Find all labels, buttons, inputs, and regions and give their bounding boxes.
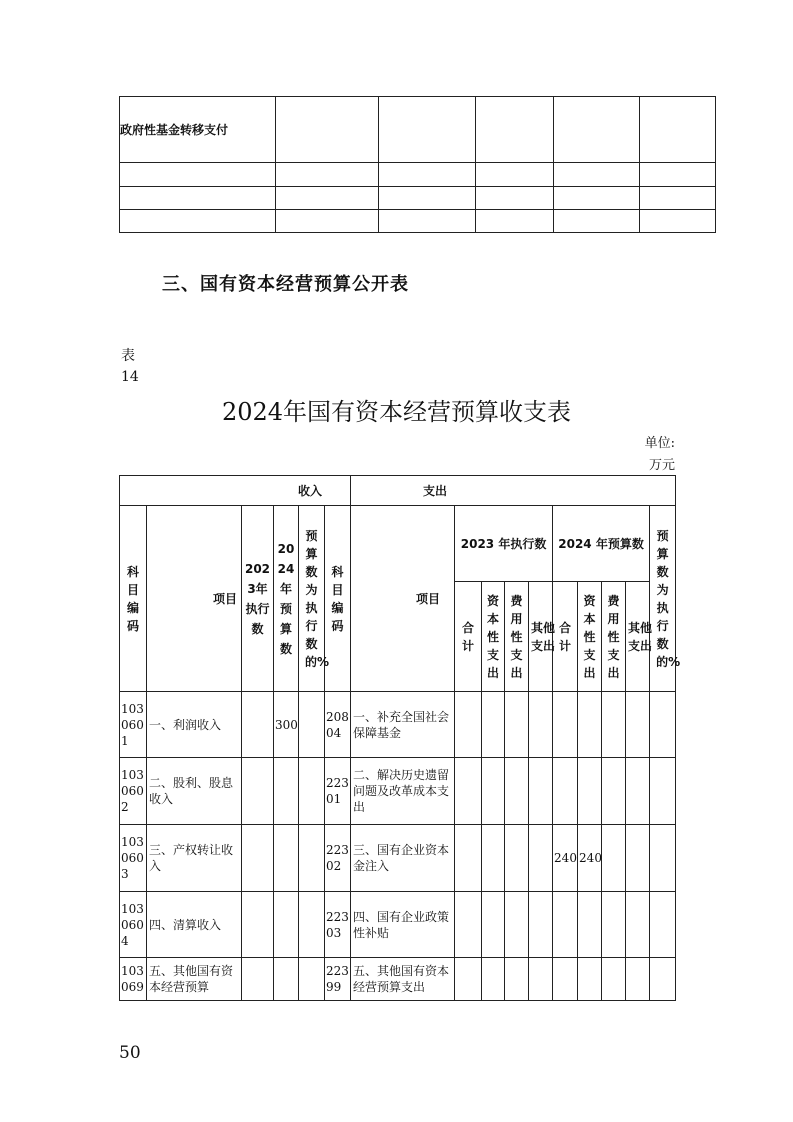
expense-code: 20804	[325, 692, 351, 758]
income-ratio	[299, 958, 325, 1001]
exec-other	[529, 825, 553, 892]
expense-item: 三、国有企业资本金注入	[351, 825, 455, 892]
expense-header: 支出	[351, 476, 676, 506]
table-row	[120, 210, 716, 233]
expense-exec-2023-header: 2023 年执行数	[455, 506, 553, 582]
income-budget-2024	[274, 958, 299, 1001]
expense-item: 五、其他国有资本经营预算支出	[351, 958, 455, 1001]
income-ratio	[299, 892, 325, 958]
income-exec-2023-header: 2023年执行数	[242, 506, 274, 692]
table-header-row	[120, 476, 676, 506]
unit-label-line2: 万元	[648, 458, 675, 473]
exec-total	[455, 692, 482, 758]
budget-total	[553, 892, 578, 958]
income-item-header: 项目	[147, 506, 242, 692]
income-item: 三、产权转让收入	[147, 825, 242, 892]
income-budget-2024	[274, 825, 299, 892]
exec-capital	[482, 758, 505, 825]
budget-expense	[602, 692, 626, 758]
transfer-payment-table	[119, 96, 716, 233]
table-row	[120, 187, 716, 210]
expense-ratio	[650, 825, 676, 892]
income-budget-2024	[274, 758, 299, 825]
unit-label	[620, 433, 675, 477]
table-label-line2: 14	[121, 369, 139, 385]
budget-capital	[578, 892, 602, 958]
exec-total	[455, 958, 482, 1001]
budget-expense	[602, 758, 626, 825]
income-ratio	[299, 692, 325, 758]
income-budget-2024-header: 2024年预算数	[274, 506, 299, 692]
income-item: 二、股利、股息收入	[147, 758, 242, 825]
exec-capital	[482, 692, 505, 758]
income-ratio	[299, 758, 325, 825]
table-label-line1: 表	[121, 348, 135, 364]
exec-other	[529, 958, 553, 1001]
exec-total	[455, 892, 482, 958]
income-ratio-header: 预算数为执行数的%	[299, 506, 325, 692]
budget-other	[626, 692, 650, 758]
income-exec-2023	[242, 958, 274, 1001]
budget-expense	[602, 958, 626, 1001]
exec-total	[455, 825, 482, 892]
income-code: 1030601	[120, 692, 147, 758]
income-exec-2023	[242, 692, 274, 758]
income-exec-2023	[242, 758, 274, 825]
exec-total	[455, 758, 482, 825]
income-code: 103069	[120, 958, 147, 1001]
table-label	[121, 346, 139, 388]
budget-capital-header: 资本性支出	[578, 582, 602, 692]
budget-expense-header: 费用性支出	[602, 582, 626, 692]
income-item: 五、其他国有资本经营预算	[147, 958, 242, 1001]
exec-capital	[482, 825, 505, 892]
exec-other	[529, 758, 553, 825]
exec-other-header: 其他支出	[529, 582, 553, 692]
expense-item: 四、国有企业政策性补贴	[351, 892, 455, 958]
income-header: 收入	[120, 476, 351, 506]
exec-total-header: 合计	[455, 582, 482, 692]
expense-item: 一、补充全国社会保障基金	[351, 692, 455, 758]
budget-table	[119, 475, 681, 1001]
exec-expense-header: 费用性支出	[505, 582, 529, 692]
table-row	[120, 163, 716, 187]
expense-code: 22303	[325, 892, 351, 958]
exec-expense	[505, 958, 529, 1001]
exec-expense	[505, 825, 529, 892]
budget-total: 240	[553, 825, 578, 892]
budget-total-header: 合计	[553, 582, 578, 692]
exec-other	[529, 692, 553, 758]
income-item: 四、清算收入	[147, 892, 242, 958]
table-row	[120, 958, 676, 1001]
income-budget-2024: 300	[274, 692, 299, 758]
budget-capital	[578, 692, 602, 758]
income-item: 一、利润收入	[147, 692, 242, 758]
expense-budget-2024-header: 2024 年预算数	[553, 506, 650, 582]
table-row	[120, 758, 676, 825]
expense-ratio	[650, 892, 676, 958]
income-code: 1030603	[120, 825, 147, 892]
budget-other-header: 其他支出	[626, 582, 650, 692]
page-title: 2024年国有资本经营预算收支表	[221, 398, 572, 426]
budget-total	[553, 692, 578, 758]
expense-ratio	[650, 758, 676, 825]
expense-ratio	[650, 958, 676, 1001]
income-ratio	[299, 825, 325, 892]
expense-code: 22399	[325, 958, 351, 1001]
income-exec-2023	[242, 892, 274, 958]
income-code: 1030604	[120, 892, 147, 958]
budget-other	[626, 825, 650, 892]
expense-item-header: 项目	[351, 506, 455, 692]
budget-expense	[602, 825, 626, 892]
expense-ratio	[650, 692, 676, 758]
expense-item: 二、解决历史遗留问题及改革成本支出	[351, 758, 455, 825]
income-code-header: 科目编码	[120, 506, 147, 692]
unit-label-line1: 单位:	[644, 436, 675, 451]
expense-code: 22301	[325, 758, 351, 825]
budget-other	[626, 758, 650, 825]
budget-other	[626, 958, 650, 1001]
table-row	[120, 825, 676, 892]
row-label: 政府性基金转移支付	[120, 97, 276, 163]
section-heading: 三、国有资本经营预算公开表	[162, 274, 409, 295]
table-header-row	[120, 506, 676, 582]
exec-capital	[482, 958, 505, 1001]
budget-capital	[578, 758, 602, 825]
exec-capital-header: 资本性支出	[482, 582, 505, 692]
table-row	[120, 892, 676, 958]
expense-code-header: 科目编码	[325, 506, 351, 692]
expense-code: 22302	[325, 825, 351, 892]
page-number: 50	[119, 1043, 141, 1063]
budget-other	[626, 892, 650, 958]
budget-total	[553, 958, 578, 1001]
exec-expense	[505, 892, 529, 958]
exec-expense	[505, 692, 529, 758]
income-exec-2023	[242, 825, 274, 892]
income-code: 1030602	[120, 758, 147, 825]
budget-total	[553, 758, 578, 825]
expense-ratio-header: 预算数为执行数的%	[650, 506, 676, 692]
table-row	[120, 97, 716, 163]
budget-capital: 240	[578, 825, 602, 892]
budget-expense	[602, 892, 626, 958]
exec-other	[529, 892, 553, 958]
budget-capital	[578, 958, 602, 1001]
exec-expense	[505, 758, 529, 825]
income-budget-2024	[274, 892, 299, 958]
table-row	[120, 692, 676, 758]
exec-capital	[482, 892, 505, 958]
